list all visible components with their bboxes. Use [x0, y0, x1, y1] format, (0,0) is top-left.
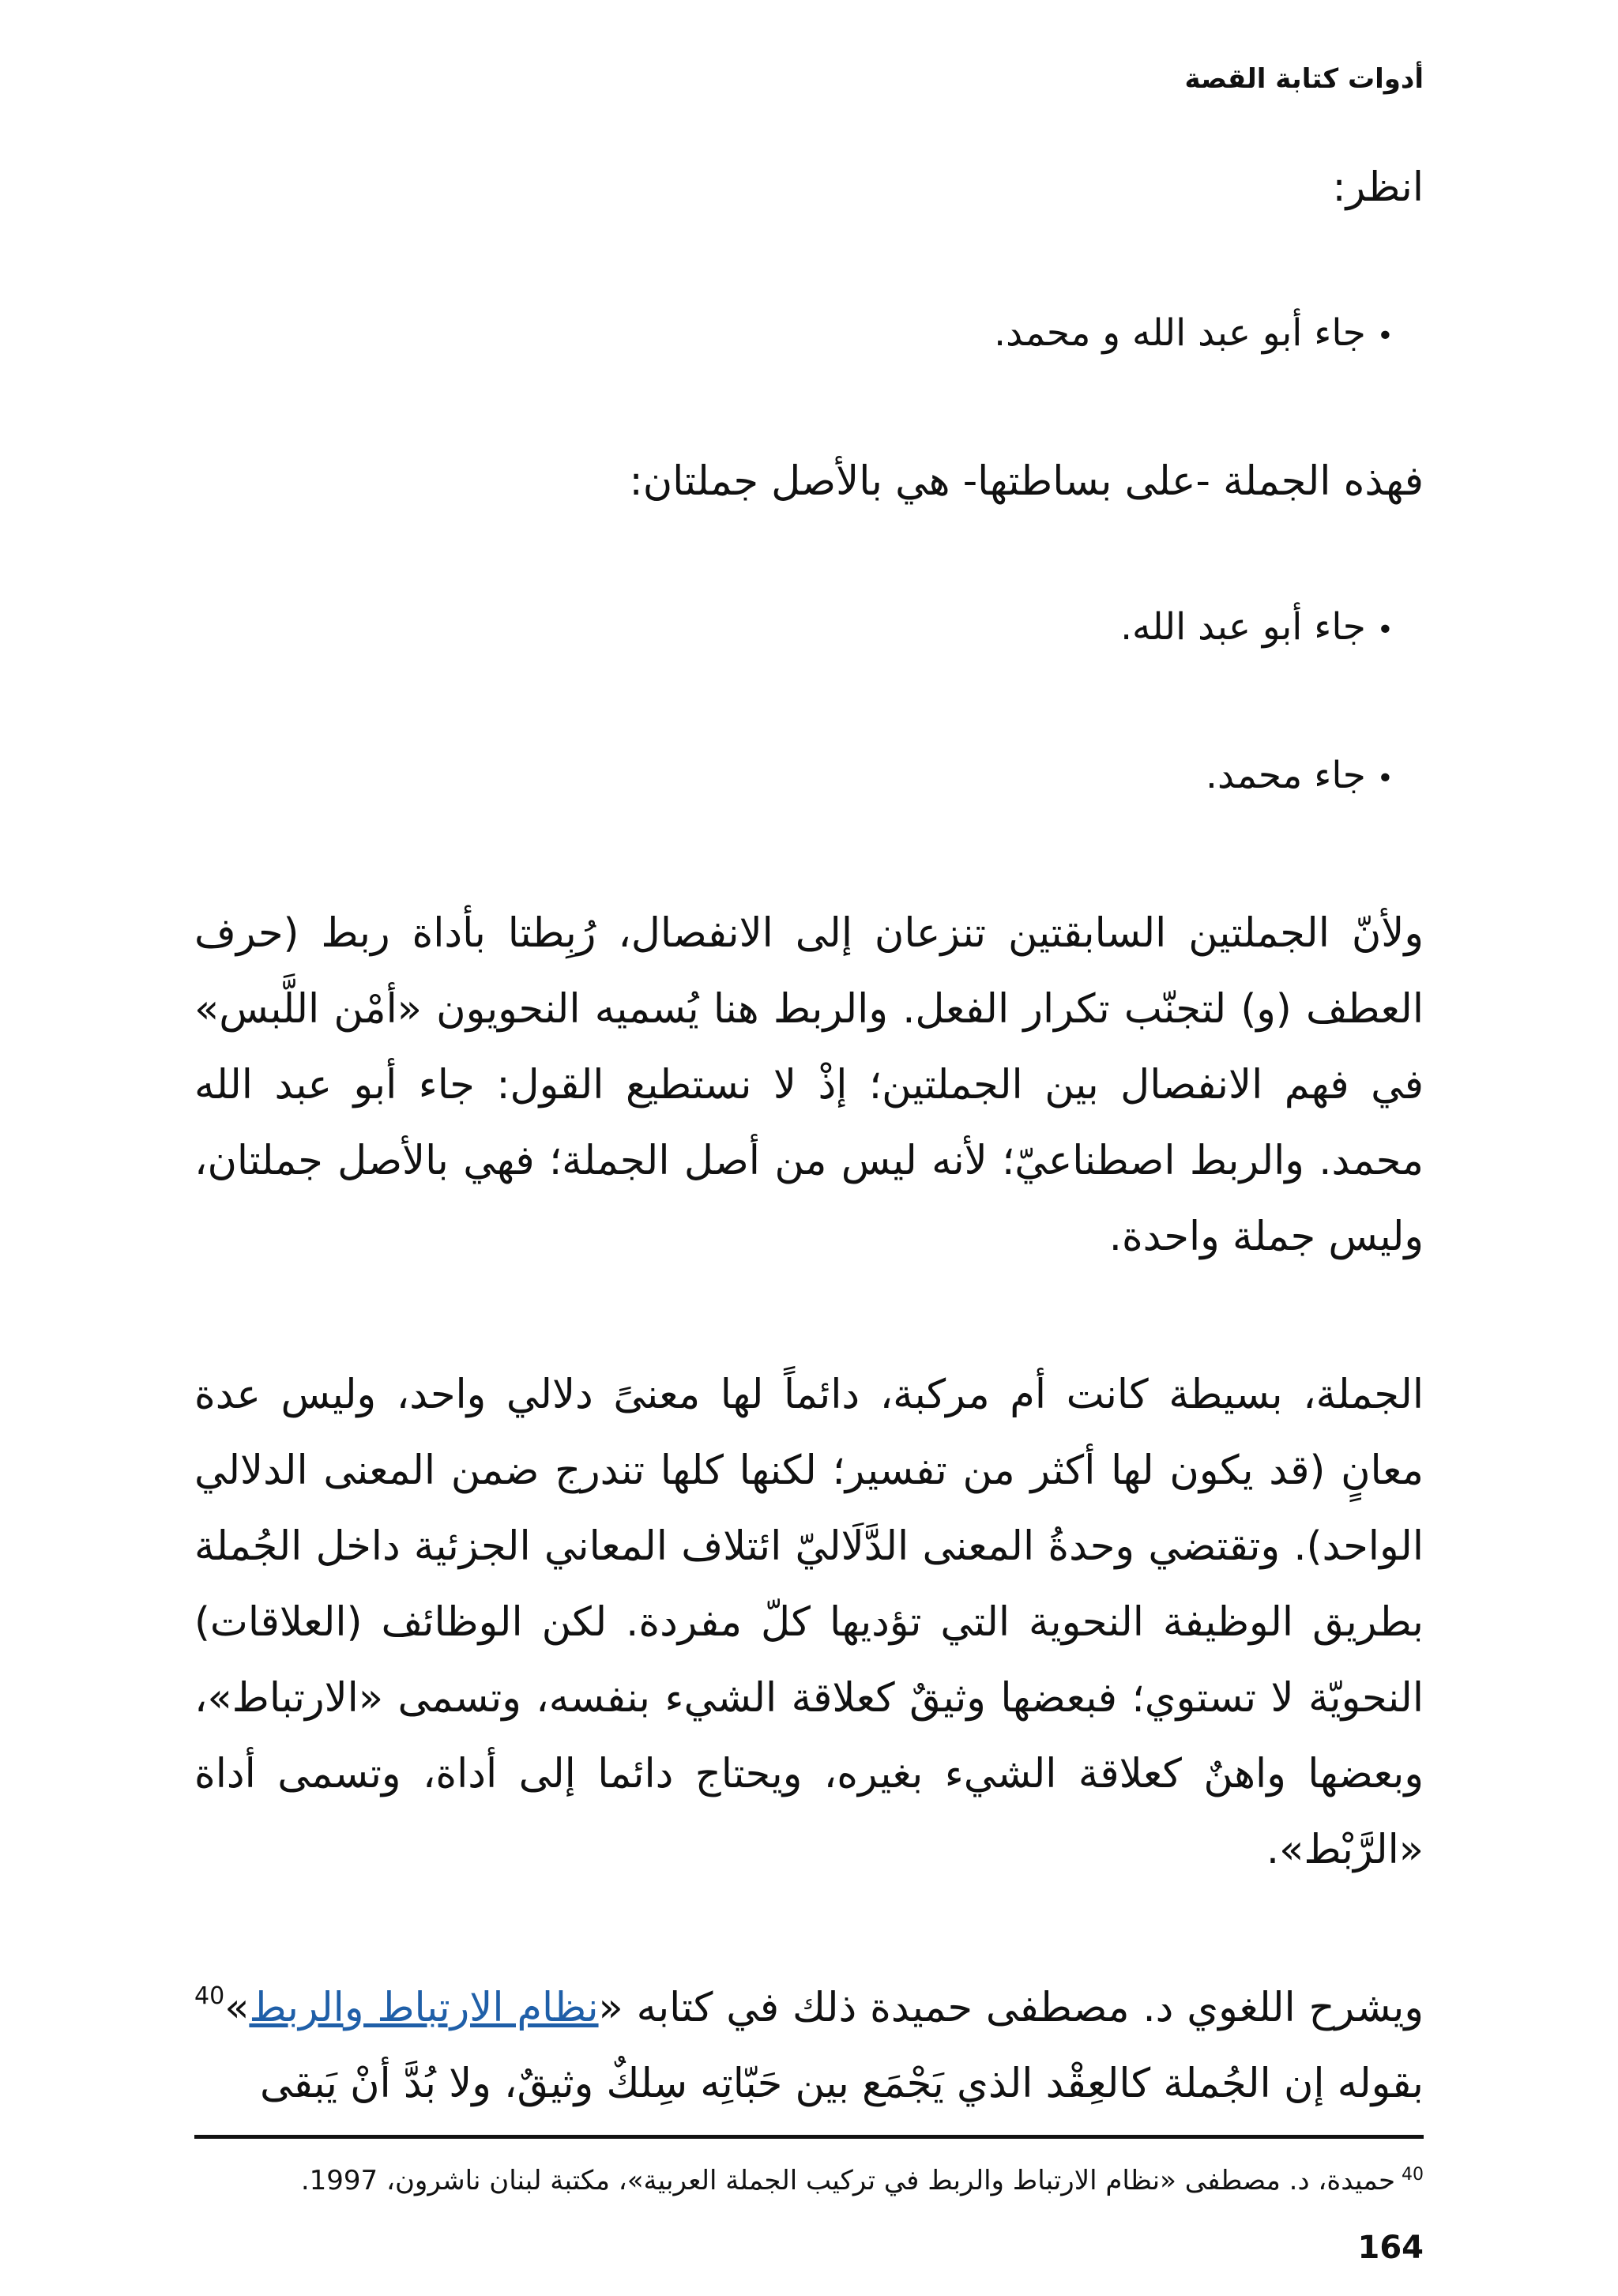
book-title-link[interactable]: نظام الارتباط والربط: [249, 1985, 599, 2031]
spacer: [194, 375, 1424, 444]
bullet-icon: •: [1376, 614, 1394, 646]
example-text: جاء أبو عبد الله و محمد.: [994, 311, 1366, 355]
page-number: 164: [1357, 2230, 1424, 2266]
page-body: [194, 150, 1424, 2122]
paragraph-text: بقوله إن الجُملة كالعِقْد الذي يَجْمَع بين حَبّاتِه سِلكٌ وثيقٌ، ولا بُدَّ أنْ يَبقى: [260, 2061, 1424, 2107]
example-bullet-2b: [194, 738, 1424, 817]
paragraph-sentence-meaning: الجملة، بسيطة كانت أم مركبة، دائماً لها معنىً دلالي واحد، وليس عدة معانٍ (قد يكون لها أكثر من تفسير؛ لكنها كلها تندرج ضمن المعنى الدلالي الواحد). وتقتضي وحدةُ المعنى الدَّلَاليّ ائتلاف المعاني الجزئية داخل الجُملة بطريق الوظيفة النحوية التي تؤديها كلّ مفردة. لكن الوظائف (العلاقات) النحويّة لا تستوي؛ فبعضها وثيقٌ كعلاقة الشيء بنفسه، وتسمى «الارتباط»، وبعضها واهنٌ كعلاقة الشيء بغيره، ويحتاج دائما إلى أداة، وتسمى أداة «الرَّبْط».: [194, 1372, 1424, 1873]
bullet-icon: •: [1376, 320, 1394, 352]
footnote-text: حميدة، د. مصطفى «نظام الارتباط والربط في تركيب الجملة العربية»، مكتبة لبنان ناشرون، 1997.: [300, 2165, 1395, 2196]
example-text: جاء محمد.: [1206, 754, 1366, 797]
intro-line: فهذه الجملة -على بساطتها- هي بالأصل جملتان:: [629, 458, 1424, 505]
footnote-number: 40: [1402, 2165, 1424, 2185]
paragraph-hamida: [194, 1970, 1424, 2122]
paragraph-text: ويشرح اللغوي د. مصطفى حميدة ذلك في كتابه «: [598, 1985, 1424, 2031]
example-text: جاء أبو عبد الله.: [1120, 605, 1366, 649]
spacer: [194, 520, 1424, 589]
spacer: [194, 226, 1424, 295]
footnote: [194, 2159, 1424, 2203]
bullet-icon: •: [1376, 762, 1394, 795]
paragraph-linking: ولأنّ الجملتين السابقتين تنزعان إلى الانفصال، رُبِطتا بأداة ربط (حرف العطف (و) لتجنّب تكرار الفعل. والربط هنا يُسميه النحويون «أمْن اللَّبس» في فهم الانفصال بين الجملتين؛ إذْ لا نستطيع القول: جاء أبو عبد الله محمد. والربط اصطناعيّ؛ لأنه ليس من أصل الجملة؛ فهي بالأصل جملتان، وليس جملة واحدة.: [194, 910, 1424, 1260]
see-label: انظر:: [1332, 164, 1424, 211]
running-header: أدوات كتابة القصة: [1184, 63, 1424, 95]
spacer: [194, 668, 1424, 738]
footnote-divider: [194, 2135, 1424, 2139]
example-bullet-1: [194, 295, 1424, 375]
closing-quote: »: [224, 1985, 250, 2031]
spacer: [194, 817, 1424, 896]
spacer: [194, 1275, 1424, 1357]
example-bullet-2a: [194, 589, 1424, 668]
spacer: [194, 1888, 1424, 1970]
footnote-reference[interactable]: 40: [194, 1982, 225, 2010]
